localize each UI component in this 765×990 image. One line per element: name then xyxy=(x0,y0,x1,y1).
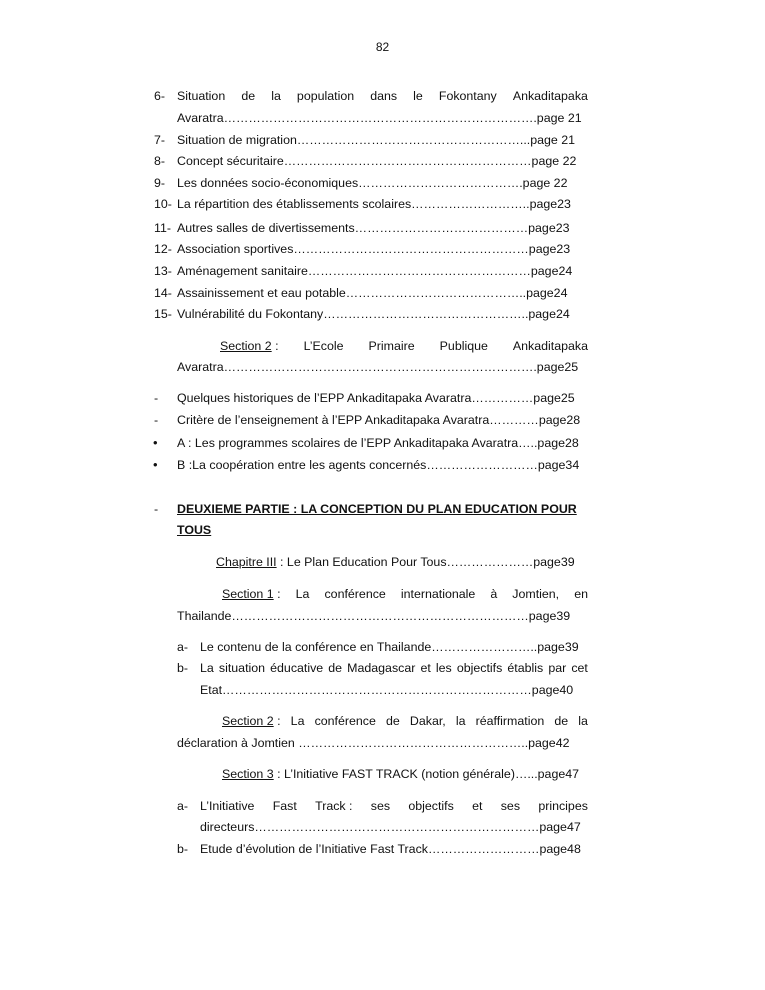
entry-text: Etude d’évolution de l’Initiative Fast Track………………………page48 xyxy=(200,842,581,856)
section-label: Section 3 xyxy=(222,767,274,781)
heading-word: conférence xyxy=(324,587,386,601)
heading-word: les xyxy=(435,661,452,675)
part-heading: DEUXIEME PARTIE : LA CONCEPTION DU PLAN EDUCATION POUR xyxy=(177,502,577,516)
heading-word: et xyxy=(472,799,483,813)
heading-word: dans xyxy=(370,89,398,103)
entry-text: Situation de migration………………………………………………...page 21 xyxy=(177,133,575,147)
entry-number: 8- xyxy=(154,154,166,168)
entry-number: 13- xyxy=(154,264,172,278)
entry-text: Autres salles de divertissements……………………………………page23 xyxy=(177,221,570,235)
entry-text: Critère de l’enseignement à l’EPP Ankaditapaka Avaratra…………page28 xyxy=(177,413,581,427)
heading-word: La xyxy=(295,587,310,601)
letter-marker: b- xyxy=(177,842,189,856)
entry-number: 6- xyxy=(154,89,166,103)
dash-marker: - xyxy=(154,391,159,405)
heading-word: cet xyxy=(571,661,588,675)
chapter-title: : Le Plan Education Pour Tous…………………page39 xyxy=(276,555,575,569)
heading-word: Madagascar xyxy=(347,661,416,675)
entry-text: Les données socio-économiques………………………………….page 22 xyxy=(177,176,568,190)
toc-chapter-3 xyxy=(216,555,575,570)
page-number: 82 xyxy=(375,40,390,54)
entry-text: La répartition des établissements scolaires………………………..page23 xyxy=(177,197,571,211)
entry-text: Assainissement et eau potable……………………………………..page24 xyxy=(177,286,568,300)
letter-marker: a- xyxy=(177,640,189,654)
entry-title-continuation: directeurs……………………………………………………………page47 xyxy=(200,820,581,834)
heading-word: Fokontany xyxy=(438,89,497,103)
heading-word: en xyxy=(574,587,588,601)
heading-word: éducative xyxy=(270,661,324,675)
dash-marker: - xyxy=(154,502,159,516)
heading-word: Ankaditapaka xyxy=(512,89,588,103)
entry-number: 11- xyxy=(154,221,171,235)
entry-number: 15- xyxy=(154,307,172,321)
heading-word: L’Initiative xyxy=(200,799,255,813)
heading-word: de xyxy=(241,89,256,103)
section-heading-continuation: déclaration à Jomtien ………………………………………………..page42 xyxy=(177,736,570,750)
section-label: Section 2 : xyxy=(220,339,279,353)
part-heading-continuation: TOUS xyxy=(177,523,212,537)
heading-word: Ankaditapaka xyxy=(512,339,588,353)
dash-marker: - xyxy=(154,413,159,427)
entry-text: Quelques historiques de l’EPP Ankaditapaka Avaratra……………page25 xyxy=(177,391,575,405)
heading-word: situation xyxy=(218,661,266,675)
heading-word: L’Ecole xyxy=(303,339,344,353)
heading-word: la xyxy=(578,714,588,728)
entry-number: 9- xyxy=(154,176,166,190)
entry-text: Aménagement sanitaire………………………………………………page24 xyxy=(177,264,573,278)
heading-word: Situation xyxy=(177,89,226,103)
entry-number: 14- xyxy=(154,286,172,300)
entry-title-continuation: Etat…………………………………………………………………page40 xyxy=(200,683,574,697)
heading-word: Track : xyxy=(315,799,353,813)
heading-word: ses xyxy=(370,799,391,813)
heading-word: La xyxy=(290,714,305,728)
heading-word: La xyxy=(200,661,214,675)
heading-word: objectifs xyxy=(456,661,503,675)
section-label: Section 1 : xyxy=(222,587,281,601)
section-heading-continuation: Avaratra………………………………………………………………….page25 xyxy=(177,360,579,374)
heading-word: établis xyxy=(507,661,544,675)
heading-word: et xyxy=(420,661,431,675)
entry-text: Concept sécuritaire……………………………………………………page 22 xyxy=(177,154,577,168)
section-heading-line xyxy=(222,587,588,602)
section-heading-continuation: Thailande………………………………………………………………page39 xyxy=(177,609,571,623)
toc-section-3 xyxy=(222,767,579,782)
heading-word: Primaire xyxy=(368,339,415,353)
heading-word: Dakar, xyxy=(409,714,446,728)
entry-title-line xyxy=(200,799,588,814)
heading-word: la xyxy=(455,714,466,728)
entry-text: Le contenu de la conférence en Thailande……………………..page39 xyxy=(200,640,579,654)
heading-word: population xyxy=(296,89,355,103)
bullet-marker: • xyxy=(153,457,158,472)
heading-word: principes xyxy=(538,799,588,813)
entry-title-line xyxy=(177,89,588,104)
heading-word: de xyxy=(386,714,400,728)
heading-word: de xyxy=(328,661,343,675)
heading-word: ses xyxy=(500,799,521,813)
entry-text: B :La coopération entre les agents concernés………………………page34 xyxy=(177,458,580,472)
entry-number: 12- xyxy=(154,242,172,256)
entry-text: Association sportives…………………………………………………page23 xyxy=(177,242,571,256)
heading-word: Fast xyxy=(272,799,297,813)
heading-word: Jomtien, xyxy=(512,587,560,601)
heading-word: réaffirmation xyxy=(475,714,545,728)
section-heading-line xyxy=(222,714,588,729)
bullet-marker: • xyxy=(153,435,158,450)
section-label: Section 2 : xyxy=(222,714,281,728)
entry-text: A : Les programmes scolaires de l’EPP Ankaditapaka Avaratra…..page28 xyxy=(177,436,579,450)
entry-number: 7- xyxy=(154,133,166,147)
heading-word: à xyxy=(490,587,498,601)
heading-word: la xyxy=(271,89,281,103)
section-title: : L’Initiative FAST TRACK (notion générale)…...page47 xyxy=(273,767,580,781)
entry-title-line xyxy=(200,661,588,676)
section-heading-line xyxy=(220,339,588,354)
entry-title-continuation: Avaratra………………………………………………………………….page 21 xyxy=(177,111,582,125)
entry-number: 10- xyxy=(154,197,172,211)
heading-word: conférence xyxy=(314,714,376,728)
chapter-label: Chapitre III xyxy=(216,555,277,569)
heading-word: internationale xyxy=(400,587,476,601)
heading-word: le xyxy=(413,89,423,103)
heading-word: Publique xyxy=(439,339,488,353)
letter-marker: a- xyxy=(177,799,189,813)
heading-word: objectifs xyxy=(408,799,454,813)
entry-text: Vulnérabilité du Fokontany…………………………………………..page24 xyxy=(177,307,570,321)
heading-word: de xyxy=(554,714,569,728)
heading-word: par xyxy=(548,661,567,675)
letter-marker: b- xyxy=(177,661,189,675)
